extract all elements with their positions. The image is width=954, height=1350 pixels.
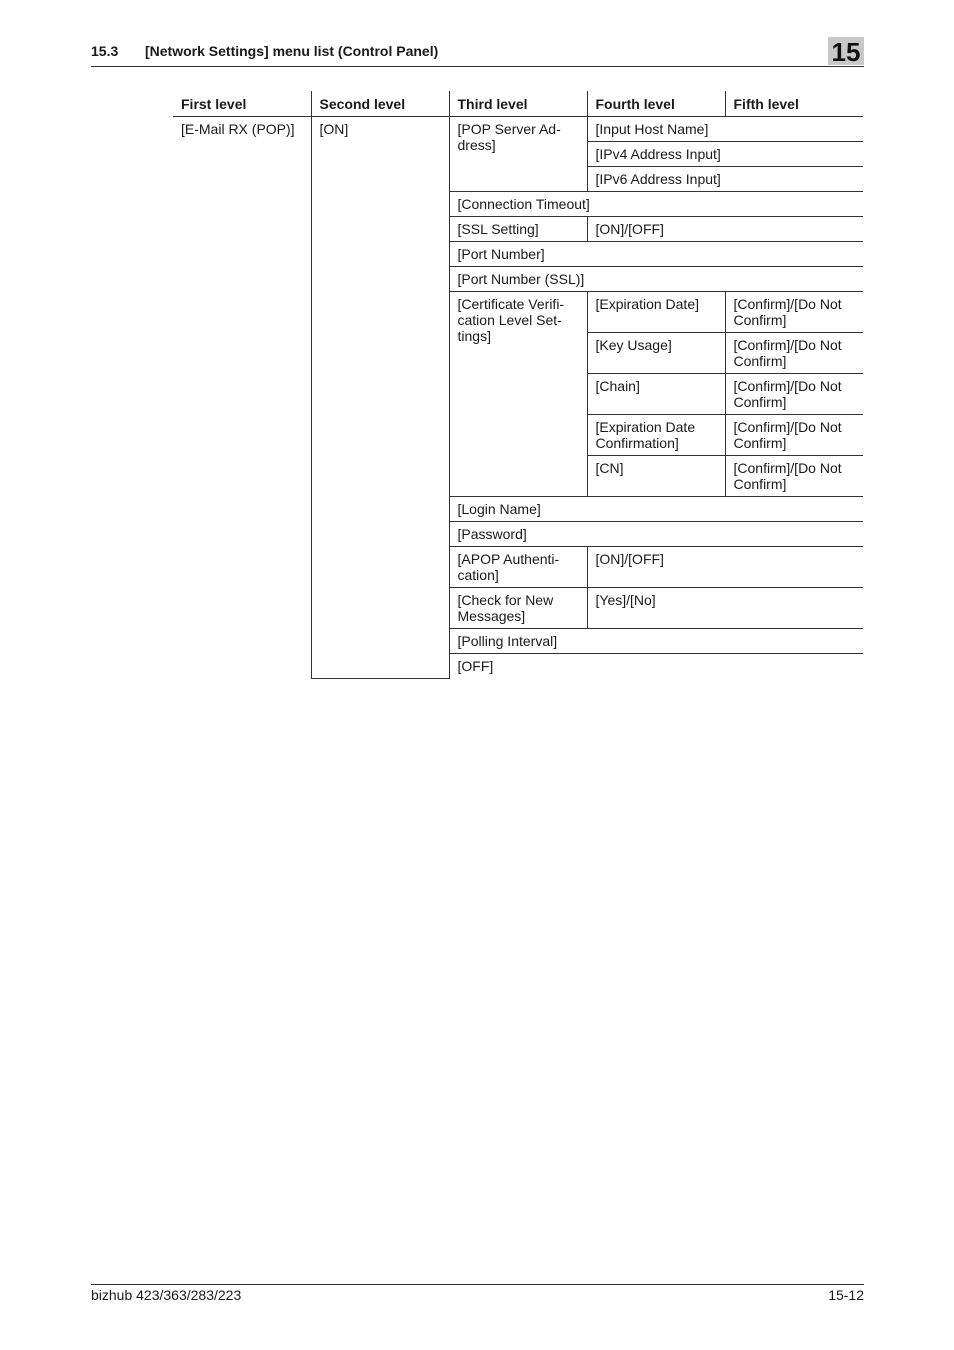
column-header-fifth-level: Fifth level bbox=[725, 91, 863, 117]
cell-key-usage: [Key Usage] bbox=[587, 333, 725, 374]
column-header-first-level: First level bbox=[173, 91, 311, 117]
cell-polling-interval: [Polling Interval] bbox=[449, 629, 863, 654]
page-footer bbox=[91, 1284, 864, 1303]
column-header-second-level: Second level bbox=[311, 91, 449, 117]
cell-expiration-date-confirmation: [Expiration Date Confirmation] bbox=[587, 415, 725, 456]
cell-cn: [CN] bbox=[587, 456, 725, 497]
cell-expiration-date: [Expiration Date] bbox=[587, 292, 725, 333]
column-header-fourth-level: Fourth level bbox=[587, 91, 725, 117]
footer-page-number: 15-12 bbox=[828, 1287, 864, 1303]
page-header bbox=[91, 37, 864, 67]
cell-key-usage-confirm: [Confirm]/[Do Not Confirm] bbox=[725, 333, 863, 374]
section-title: [Network Settings] menu list (Control Panel) bbox=[145, 43, 439, 59]
chapter-number-badge: 15 bbox=[828, 37, 864, 65]
cell-login-name: [Login Name] bbox=[449, 497, 863, 522]
table-row bbox=[173, 117, 863, 142]
menu-list-table bbox=[173, 91, 863, 679]
cell-chain-confirm: [Confirm]/[Do Not Confirm] bbox=[725, 374, 863, 415]
cell-chain: [Chain] bbox=[587, 374, 725, 415]
cell-pop-server-address: [POP Server Ad-dress] bbox=[449, 117, 587, 192]
cell-ssl-on-off: [ON]/[OFF] bbox=[587, 217, 863, 242]
cell-certificate-verification: [Certificate Verifi-cation Level Set-tings] bbox=[449, 292, 587, 497]
cell-password: [Password] bbox=[449, 522, 863, 547]
cell-ipv4-address-input: [IPv4 Address Input] bbox=[587, 142, 863, 167]
cell-cn-confirm: [Confirm]/[Do Not Confirm] bbox=[725, 456, 863, 497]
cell-input-host-name: [Input Host Name] bbox=[587, 117, 863, 142]
cell-check-yes-no: [Yes]/[No] bbox=[587, 588, 863, 629]
cell-port-number: [Port Number] bbox=[449, 242, 863, 267]
cell-email-rx-pop: [E-Mail RX (POP)] bbox=[181, 121, 295, 137]
column-header-third-level: Third level bbox=[449, 91, 587, 117]
cell-connection-timeout: [Connection Timeout] bbox=[449, 192, 863, 217]
cell-ssl-setting: [SSL Setting] bbox=[449, 217, 587, 242]
cell-apop-authentication: [APOP Authenti-cation] bbox=[449, 547, 587, 588]
footer-product-name: bizhub 423/363/283/223 bbox=[91, 1287, 242, 1303]
cell-on: [ON] bbox=[311, 117, 449, 679]
table-header-row bbox=[173, 91, 863, 117]
cell-expiration-date-confirm: [Confirm]/[Do Not Confirm] bbox=[725, 292, 863, 333]
cell-port-number-ssl: [Port Number (SSL)] bbox=[449, 267, 863, 292]
cell-check-for-new-messages: [Check for New Messages] bbox=[449, 588, 587, 629]
cell-off: [OFF] bbox=[449, 654, 863, 679]
cell-expiration-date-confirmation-confirm: [Confirm]/[Do Not Confirm] bbox=[725, 415, 863, 456]
cell-ipv6-address-input: [IPv6 Address Input] bbox=[587, 167, 863, 192]
cell-apop-on-off: [ON]/[OFF] bbox=[587, 547, 863, 588]
section-number: 15.3 bbox=[91, 43, 119, 59]
